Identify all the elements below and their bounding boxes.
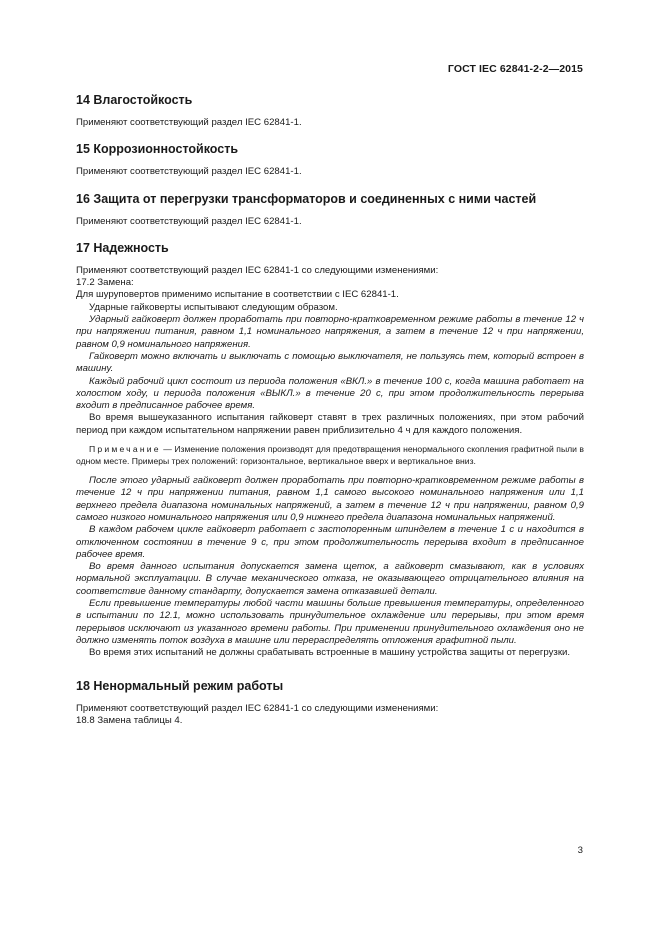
paragraph: Для шуруповертов применимо испытание в соответствии с IEC 62841-1. bbox=[76, 289, 399, 301]
section-title: 16 Защита от перегрузки трансформаторов и соединенных с ними частей bbox=[76, 191, 537, 206]
note bbox=[76, 444, 584, 467]
section-15 bbox=[76, 141, 584, 178]
paragraph: 17.2 Замена: bbox=[76, 277, 134, 289]
paragraph-italic: Каждый рабочий цикл состоит из периода положения «ВКЛ.» в течение 100 с, когда машина работает на холостом ходу, и периода положения «ВЫКЛ.» в течение 20 с, при этом продолжительность перерыва входит в предписанное рабочее время. bbox=[76, 375, 584, 412]
document-body bbox=[76, 92, 584, 739]
section-17 bbox=[76, 240, 584, 660]
paragraph: Ударные гайковерты испытывают следующим образом. bbox=[89, 301, 338, 313]
section-title: 14 Влагостойкость bbox=[76, 93, 193, 107]
paragraph: Во время этих испытаний не должны срабатывать встроенные в машину устройства защиты от перегрузки. bbox=[89, 647, 571, 659]
paragraph-italic: Ударный гайковерт должен проработать при повторно-кратковременном режиме работы в течение 12 ч при напряжении питания, равном 1,1 номинального напряжения, а затем в течение 12 ч при напряжении, равном 0,9 номинального напряжения. bbox=[76, 314, 584, 350]
page-number: 3 bbox=[577, 845, 583, 856]
section-14 bbox=[76, 92, 584, 129]
paragraph: Применяют соответствующий раздел IEC 62841-1 со следующими изменениями: bbox=[76, 702, 439, 714]
document-id: ГОСТ IEC 62841-2-2—2015 bbox=[447, 63, 583, 75]
section-title: 18 Ненормальный режим работы bbox=[76, 678, 284, 693]
paragraph-italic: После этого ударный гайковерт должен проработать при повторно-кратковременном режиме работы в течение 12 ч при напряжении питания, равном 1,1 самого высокого номинального напряжения или 1,1 верхнего предела диапазона номинальных напряжений, а затем в течение 12 ч при напряжении, равном 0,9 самого низкого номинального напряжения или 0,9 нижнего предела диапазона номинальных напряжений. bbox=[76, 475, 584, 523]
section-title: 17 Надежность bbox=[76, 240, 169, 255]
paragraph: 18.8 Замена таблицы 4. bbox=[76, 714, 183, 726]
section-18 bbox=[76, 678, 584, 728]
section-text: Применяют соответствующий раздел IEC 62841-1. bbox=[76, 117, 302, 128]
paragraph: Во время вышеуказанного испытания гайковерт ставят в трех различных положениях, при этом рабочий период при каждом испытательном напряжении равен приблизительно 4 ч для каждого положения. bbox=[76, 412, 584, 436]
section-text: Применяют соответствующий раздел IEC 62841-1. bbox=[76, 215, 302, 227]
note-text: — Изменение положения производят для предотвращения ненормального скопления графитной пыли в одном месте. Примеры трех положений: горизонтальное, вертикальное вверх и вертикальное вниз. bbox=[76, 444, 584, 466]
paragraph-italic: Гайковерт можно включать и выключать с помощью выключателя, не пользуясь тем, который встроен в машину. bbox=[76, 350, 584, 375]
paragraph-italic: Если превышение температуры любой части машины больше превышения температуры, определенного в испытании по 12.1, можно использовать принудительное охлаждение или перерывы, при этом время перерывов исключают из указанного времени работы. При применении принудительного охлаждения оно не должно изменять поток воздуха в машине или перераспределять отложения графитной пыли. bbox=[76, 598, 584, 646]
section-title: 15 Коррозионностойкость bbox=[76, 142, 239, 157]
paragraph-italic: В каждом рабочем цикле гайковерт работает с застопоренным шпинделем в течение 1 с и находится в отключенном состоянии в течение 9 с, при этом продолжительность перерыва входит в предписанное рабочее время. bbox=[76, 524, 584, 560]
paragraph-italic: Во время данного испытания допускается замена щеток, а гайковерт смазывают, как в условиях нормальной эксплуатации. В случае механического отказа, не оказывающего отрицательного влияния на соответствие данному стандарту, допускается замена отказавшей детали. bbox=[76, 561, 584, 597]
note-label: Примечание bbox=[89, 444, 161, 455]
section-text: Применяют соответствующий раздел IEC 62841-1. bbox=[76, 166, 302, 178]
section-16 bbox=[76, 191, 584, 228]
paragraph: Применяют соответствующий раздел IEC 62841-1 со следующими изменениями: bbox=[76, 264, 439, 276]
